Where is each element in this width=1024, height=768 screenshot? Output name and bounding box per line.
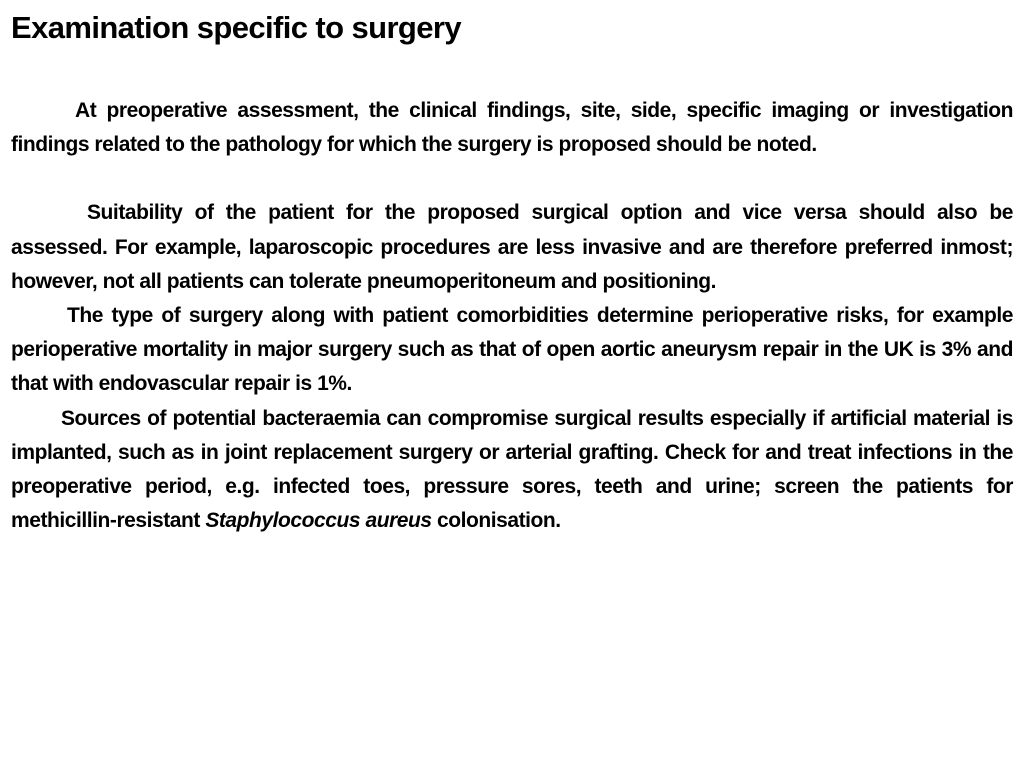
paragraph-preoperative-assessment: At preoperative assessment, the clinical findings, site, side, specific imaging or investigation findings related to the pathology for which the surgery is proposed should be noted.: [11, 99, 1013, 157]
paragraph-bacteraemia-text: Sources of potential bacteraemia can compromise surgical results especially if artificial material is implanted, such as in joint replacement surgery or arterial grafting. Check for and treat infections in the preoperative period, e.g. infected toes, pressure sores, teeth and urine; screen the patients for methicillin-resistant: [11, 406, 1013, 533]
paragraph-bacteraemia: [11, 402, 1013, 539]
paragraph-suitability: Suitability of the patient for the proposed surgical option and vice versa should also be assessed. For example, laparoscopic procedures are less invasive and are therefore preferred inmost; however, not all patients can tolerate pneumoperitoneum and positioning.: [11, 201, 1013, 293]
slide-title: Examination specific to surgery: [11, 10, 461, 45]
slide-content: [11, 8, 1013, 538]
organism-name: Staphylococcus aureus: [205, 509, 432, 533]
paragraph-perioperative-risks: The type of surgery along with patient comorbidities determine perioperative risks, for example perioperative mortality in major surgery such as that of open aortic aneurysm repair in the UK is 3% and that with endovascular repair is 1%.: [11, 304, 1013, 396]
paragraph-bacteraemia-tail: colonisation.: [431, 509, 561, 533]
